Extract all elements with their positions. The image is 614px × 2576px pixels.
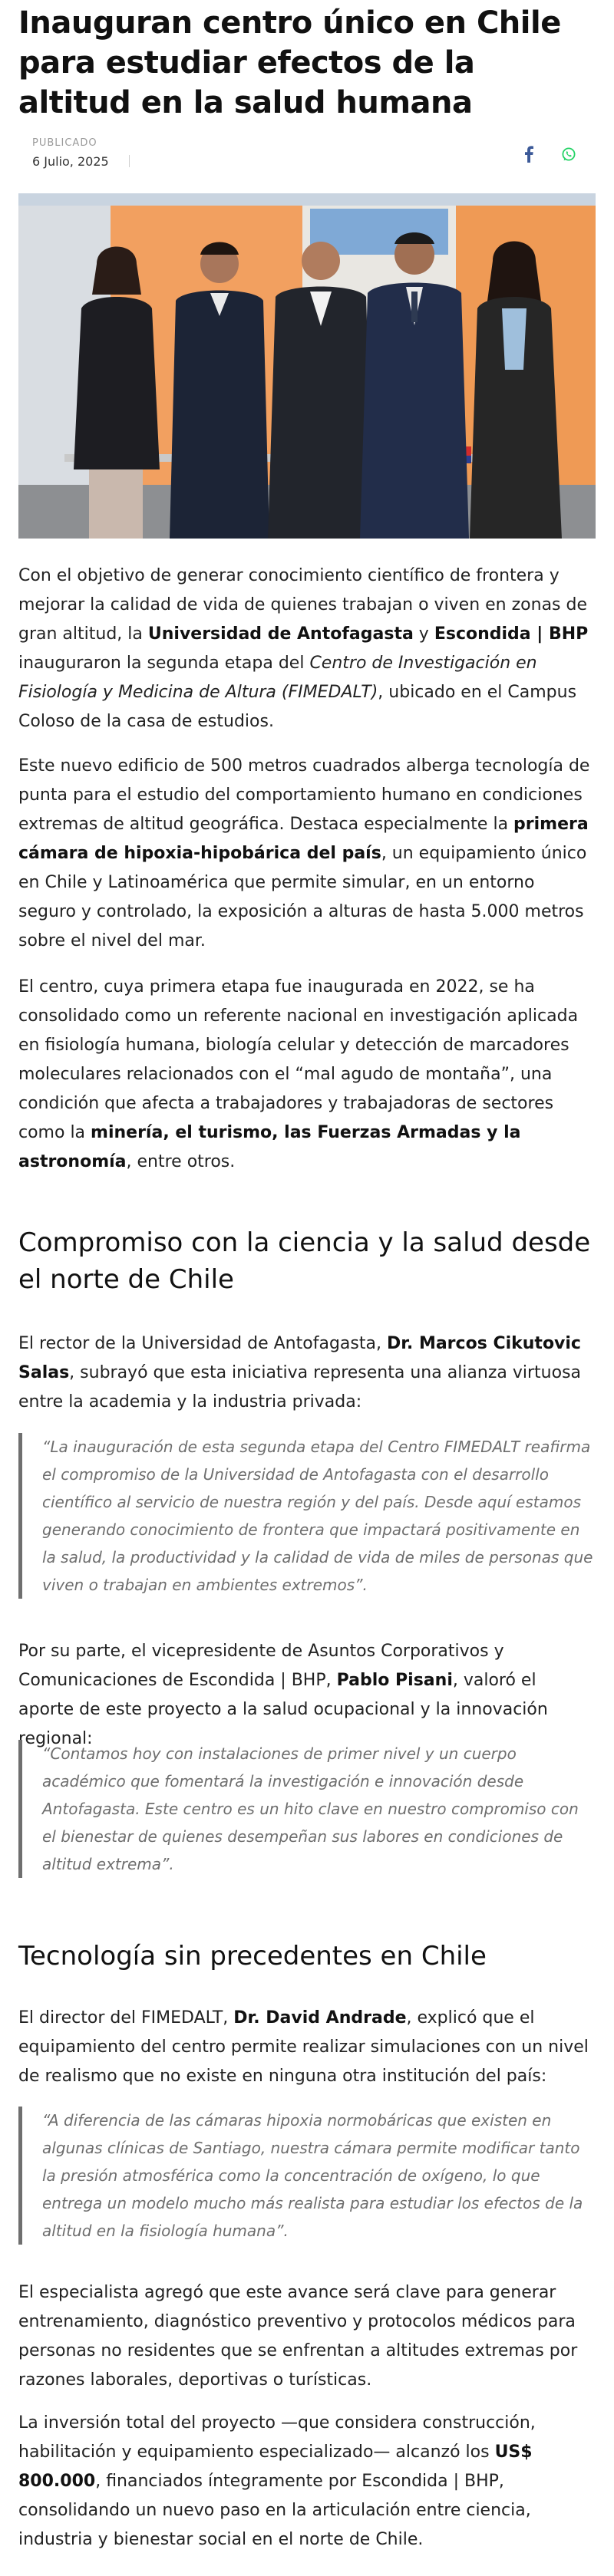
- share-facebook-button[interactable]: [519, 144, 539, 164]
- paragraph-8: La inversión total del proyecto —que considera construcción, habilitación y equipamiento especializado— alcanzó los US$ 800.000, financiados íntegramente por Escondida | BHP, consolidando un nuevo paso en la articulación entre ciencia, industria y bienestar social en el norte de Chile.: [18, 2413, 536, 2549]
- paragraph-7: El especialista agregó que este avance será clave para generar entrenamiento, diagnóstico preventivo y protocolos médicos para personas no residentes que se enfrentan a altitudes extremas por razones laborales, deportivas o turísticas.: [18, 2283, 578, 2390]
- publish-meta: [32, 137, 109, 172]
- bold-sectores: minería, el turismo, las Fuerzas Armadas y la astronomía: [18, 1123, 521, 1171]
- article-title: Inauguran centro único en Chile para estudiar efectos de la altitud en la salud humana: [18, 5, 561, 120]
- publish-date: 6 Julio, 2025: [32, 154, 109, 169]
- hero-photo: [18, 193, 596, 539]
- whatsapp-icon: [561, 147, 576, 162]
- published-label: PUBLICADO: [32, 137, 97, 149]
- bold-inversion: US$ 800.000: [18, 2443, 533, 2491]
- inauguration-photo-illustration: [18, 193, 596, 539]
- share-whatsapp-button[interactable]: [559, 144, 579, 164]
- paragraph-1: Con el objetivo de generar conocimiento científico de frontera y mejorar la calidad de vida de quienes trabajan o viven en zonas de gran altitud, la Universidad de Antofagasta y Escondida | BHP inauguraron la segunda etapa del Centro de Investigación en Fisiología y Medicina de Altura (FIMEDALT), ubicado en el Campus Coloso de la casa de estudios.: [18, 566, 589, 731]
- bold-pisani: Pablo Pisani: [336, 1671, 453, 1690]
- section-heading-2: Tecnología sin precedentes en Chile: [18, 1941, 487, 1972]
- italic-fimedalt: Centro de Investigación en Fisiología y Medicina de Altura (FIMEDALT): [18, 654, 537, 702]
- meta-divider: [129, 155, 130, 167]
- paragraph-5: Por su parte, el vicepresidente de Asuntos Corporativos y Comunicaciones de Escondida | BHP, Pablo Pisani, valoró el aporte de este proyecto a la salud ocupacional y la innovación regional:: [18, 1642, 548, 1748]
- bold-camara: primera cámara de hipoxia-hipobárica del país: [18, 815, 589, 863]
- quote-pisani: “Contamos hoy con instalaciones de primer nivel y un cuerpo académico que fomentará la investigación e innovación desde Antofagasta. Este centro es un hito clave en nuestro compromiso con el bienestar de quienes desempeñan sus labores en condiciones de altitud extrema”.: [18, 1740, 596, 1878]
- paragraph-3: El centro, cuya primera etapa fue inaugurada en 2022, se ha consolidado como un referente nacional en investigación aplicada en fisiología humana, biología celular y detección de marcadores moleculares relacionados con el “mal agudo de montaña”, una condición que afecta a trabajadores y trabajadoras de sectores como la minería, el turismo, las Fuerzas Armadas y la astronomía, entre otros.: [18, 977, 579, 1171]
- quote-andrade: “A diferencia de las cámaras hipoxia normobáricas que existen en algunas clínicas de Santiago, nuestra cámara permite modificar tanto la presión atmosférica como la concentración de oxígeno, lo que entrega un modelo mucho más realista para estudiar los efectos de la altitud en la fisiología humana”.: [18, 2107, 596, 2245]
- paragraph-4: El rector de la Universidad de Antofagasta, Dr. Marcos Cikutovic Salas, subrayó que esta iniciativa representa una alianza virtuosa entre la academia y la industria privada:: [18, 1334, 582, 1412]
- section-heading-1: Compromiso con la ciencia y la salud desde el norte de Chile: [18, 1227, 591, 1295]
- bold-escondida: Escondida | BHP: [434, 624, 589, 644]
- bold-ua: Universidad de Antofagasta: [147, 624, 414, 644]
- paragraph-6: El director del FIMEDALT, Dr. David Andrade, explicó que el equipamiento del centro permite realizar simulaciones con un nivel de realismo que no existe en ninguna otra institución del país:: [18, 2008, 589, 2086]
- bold-andrade: Dr. David Andrade: [233, 2008, 407, 2028]
- quote-rector: “La inauguración de esta segunda etapa del Centro FIMEDALT reafirma el compromiso de la Universidad de Antofagasta con el desarrollo científico al servicio de nuestra región y del país. Desde aquí estamos generando conocimiento de frontera que impactará positivamente en la salud, la productividad y la calidad de vida de miles de personas que viven o trabajan en ambientes extremos”.: [18, 1433, 596, 1599]
- bold-rector: Dr. Marcos Cikutovic Salas: [18, 1334, 581, 1382]
- paragraph-2: Este nuevo edificio de 500 metros cuadrados alberga tecnología de punta para el estudio del comportamiento humano en condiciones extremas de altitud geográfica. Destaca especialmente la primera cámara de hipoxia-hipobárica del país, un equipamiento único en Chile y Latinoamérica que permite simular, en un entorno seguro y controlado, la exposición a alturas de hasta 5.000 metros sobre el nivel del mar.: [18, 756, 590, 950]
- facebook-icon: [523, 146, 534, 163]
